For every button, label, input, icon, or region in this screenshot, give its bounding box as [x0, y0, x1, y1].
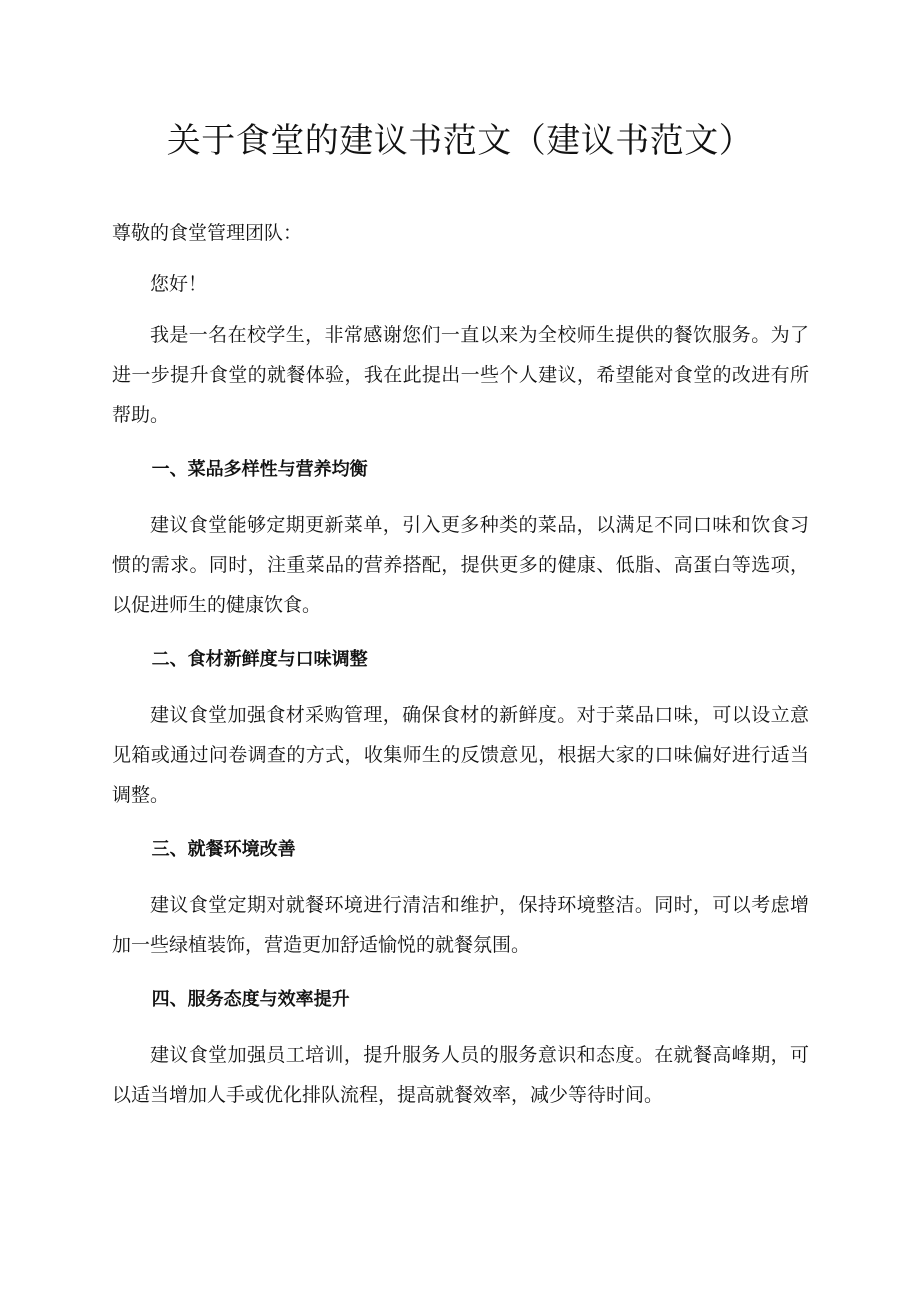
- section-4: [112, 980, 809, 1115]
- section-paragraph: 建议食堂定期对就餐环境进行清洁和维护，保持环境整洁。同时，可以考虑增加一些绿植装饰，营造更加舒适愉悦的就餐氛围。: [112, 894, 809, 956]
- section-heading: 一、菜品多样性与营养均衡: [151, 459, 368, 480]
- document-body: [112, 213, 809, 1130]
- section-paragraph: 建议食堂加强员工培训，提升服务人员的服务意识和态度。在就餐高峰期，可以适当增加人手或优化排队流程，提高就餐效率，减少等待时间。: [112, 1044, 809, 1106]
- section-heading: 三、就餐环境改善: [151, 839, 296, 860]
- section-2: [112, 640, 809, 815]
- section-3: [112, 830, 809, 965]
- section-heading: 二、食材新鲜度与口味调整: [151, 649, 368, 670]
- section-heading: 四、服务态度与效率提升: [151, 989, 350, 1010]
- document-title: 关于食堂的建议书范文（建议书范文）: [166, 121, 754, 161]
- section-paragraph: 建议食堂能够定期更新菜单，引入更多种类的菜品，以满足不同口味和饮食习惯的需求。同时，注重菜品的营养搭配，提供更多的健康、低脂、高蛋白等选项，以促进师生的健康饮食。: [112, 514, 809, 616]
- greeting: 您好！: [150, 273, 208, 295]
- salutation: 尊敬的食堂管理团队：: [112, 222, 303, 244]
- intro-paragraph: 我是一名在校学生，非常感谢您们一直以来为全校师生提供的餐饮服务。为了进一步提升食堂的就餐体验，我在此提出一些个人建议，希望能对食堂的改进有所帮助。: [112, 324, 809, 426]
- section-1: [112, 450, 809, 625]
- section-paragraph: 建议食堂加强食材采购管理，确保食材的新鲜度。对于菜品口味，可以设立意见箱或通过问卷调查的方式，收集师生的反馈意见，根据大家的口味偏好进行适当调整。: [112, 704, 809, 806]
